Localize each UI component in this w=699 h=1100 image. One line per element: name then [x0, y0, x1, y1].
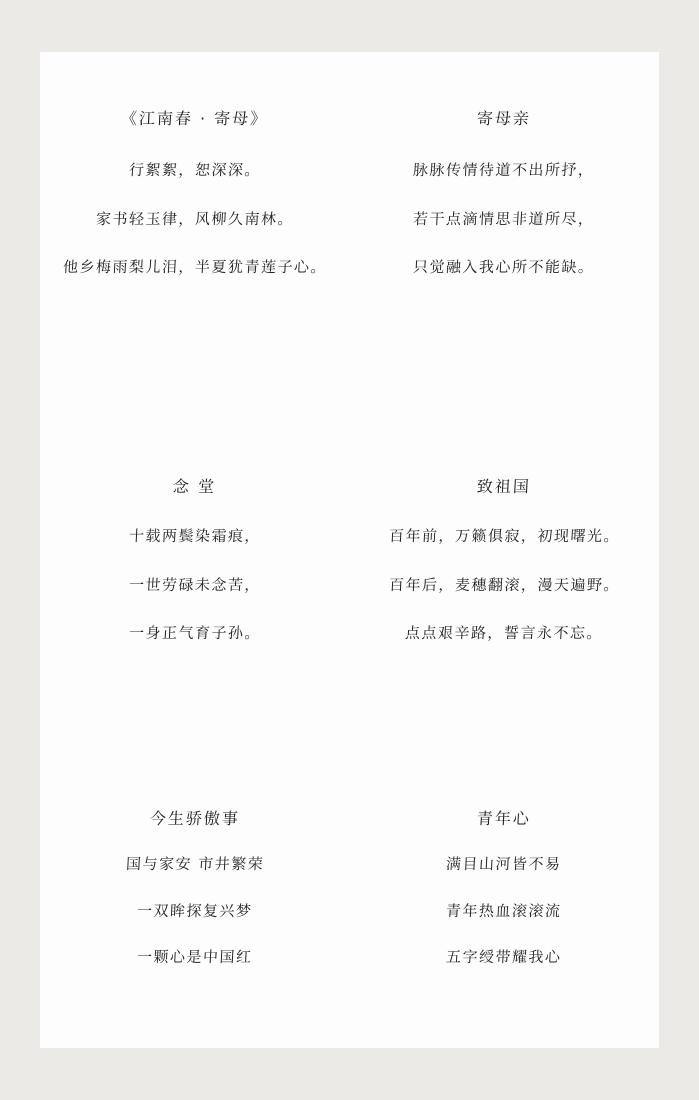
poem-title: 念 堂	[172, 477, 217, 496]
poem-cell-6	[350, 716, 660, 1048]
poem-line: 一世劳碌未念苦，	[128, 575, 262, 594]
poem-line: 满目山河皆不易	[446, 855, 563, 873]
poem-line: 他乡梅雨梨儿泪，半夏犹青莲子心。	[62, 258, 328, 276]
poem-line: 一身正气育子孙。	[128, 624, 262, 642]
poem-line: 一颗心是中国红	[136, 948, 253, 966]
poem-line: 青年热血滚滚流	[446, 901, 563, 920]
poem-line: 家书轻玉律，风柳久南林。	[95, 209, 295, 228]
poem-line: 点点艰辛路，誓言永不忘。	[404, 624, 604, 642]
poem-line: 行絮絮，恕深深。	[128, 161, 262, 179]
poem-title: 寄母亲	[476, 109, 532, 128]
poem-line: 百年后，麦穗翻滚，漫天遍野。	[388, 575, 621, 594]
poem-line: 十载两鬓染霜痕，	[128, 527, 262, 545]
poem-grid	[40, 52, 659, 1048]
poem-title: 青年心	[476, 809, 532, 828]
poem-title: 致祖国	[476, 477, 532, 496]
poem-cell-2	[350, 52, 660, 384]
poem-line: 五字绶带耀我心	[446, 948, 563, 966]
poem-page	[40, 52, 659, 1048]
poem-cell-3	[40, 384, 350, 716]
poem-cell-1	[40, 52, 350, 384]
poem-title: 《江南春 · 寄母》	[120, 109, 269, 128]
poem-line: 脉脉传情待道不出所抒，	[413, 161, 596, 179]
poem-line: 一双眸探复兴梦	[136, 901, 253, 920]
poem-line: 只觉融入我心所不能缺。	[413, 258, 596, 276]
poem-title: 今生骄傲事	[149, 809, 241, 828]
poem-cell-4	[350, 384, 660, 716]
poem-line: 国与家安 市井繁荣	[125, 855, 265, 873]
poem-cell-5	[40, 716, 350, 1048]
poem-line: 若干点滴情思非道所尽，	[413, 209, 596, 228]
poem-line: 百年前，万籁俱寂，初现曙光。	[388, 527, 621, 545]
